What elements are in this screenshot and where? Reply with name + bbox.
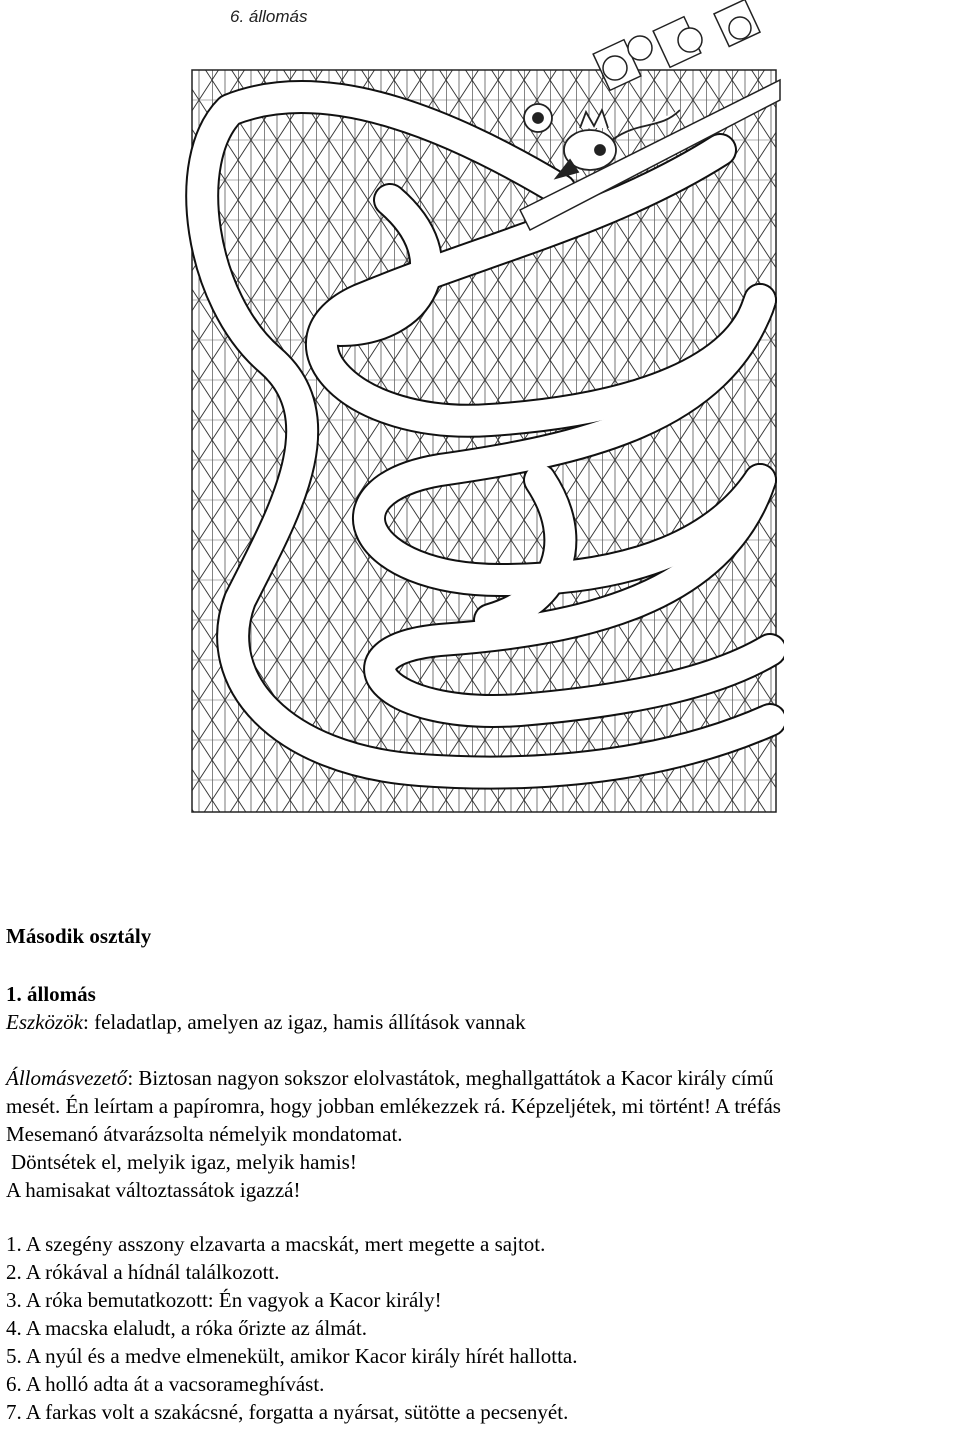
- statement-item: 5. A nyúl és a medve elmenekült, amikor Kacor király hírét hallotta.: [6, 1344, 578, 1368]
- maze-caption: 6. állomás: [230, 7, 308, 26]
- maze-illustration: [160, 0, 784, 816]
- leader-line: [6, 1064, 956, 1092]
- tools-label: Eszközök: [6, 1010, 83, 1034]
- statement-item: 6. A holló adta át a vacsorameghívást.: [6, 1372, 325, 1396]
- paragraph-line-3: Mesemanó átvarázsolta némelyik mondatomat.: [6, 1122, 403, 1146]
- statement-item: 2. A rókával a hídnál találkozott.: [6, 1260, 280, 1284]
- statement-list: [6, 1230, 956, 1426]
- instruction-2: A hamisakat változtassátok igazzá!: [6, 1178, 301, 1202]
- tools-line: [6, 1008, 956, 1036]
- leader-label: Állomásvezető: [6, 1066, 128, 1090]
- statement-item: 3. A róka bemutatkozott: Én vagyok a Kacor király!: [6, 1288, 442, 1312]
- leader-text: : Biztosan nagyon sokszor elolvastátok, meghallgattátok a Kacor király című: [127, 1066, 774, 1090]
- paragraph-line-2: mesét. Én leírtam a papíromra, hogy jobban emlékezzek rá. Képzeljétek, mi történt! A tréfás: [6, 1094, 781, 1118]
- tools-text: : feladatlap, amelyen az igaz, hamis állítások vannak: [83, 1010, 526, 1034]
- statement-item: 4. A macska elaludt, a róka őrizte az álmát.: [6, 1316, 367, 1340]
- station-heading: 1. állomás: [6, 982, 96, 1006]
- statement-item: 1. A szegény asszony elzavarta a macskát, mert megette a sajtot.: [6, 1232, 546, 1256]
- worksheet-text: [6, 922, 956, 1426]
- statement-item: 7. A farkas volt a szakácsné, forgatta a nyársat, sütötte a pecsenyét.: [6, 1400, 569, 1424]
- class-heading: Második osztály: [6, 924, 152, 948]
- instruction-1: Döntsétek el, melyik igaz, melyik hamis!: [11, 1150, 357, 1174]
